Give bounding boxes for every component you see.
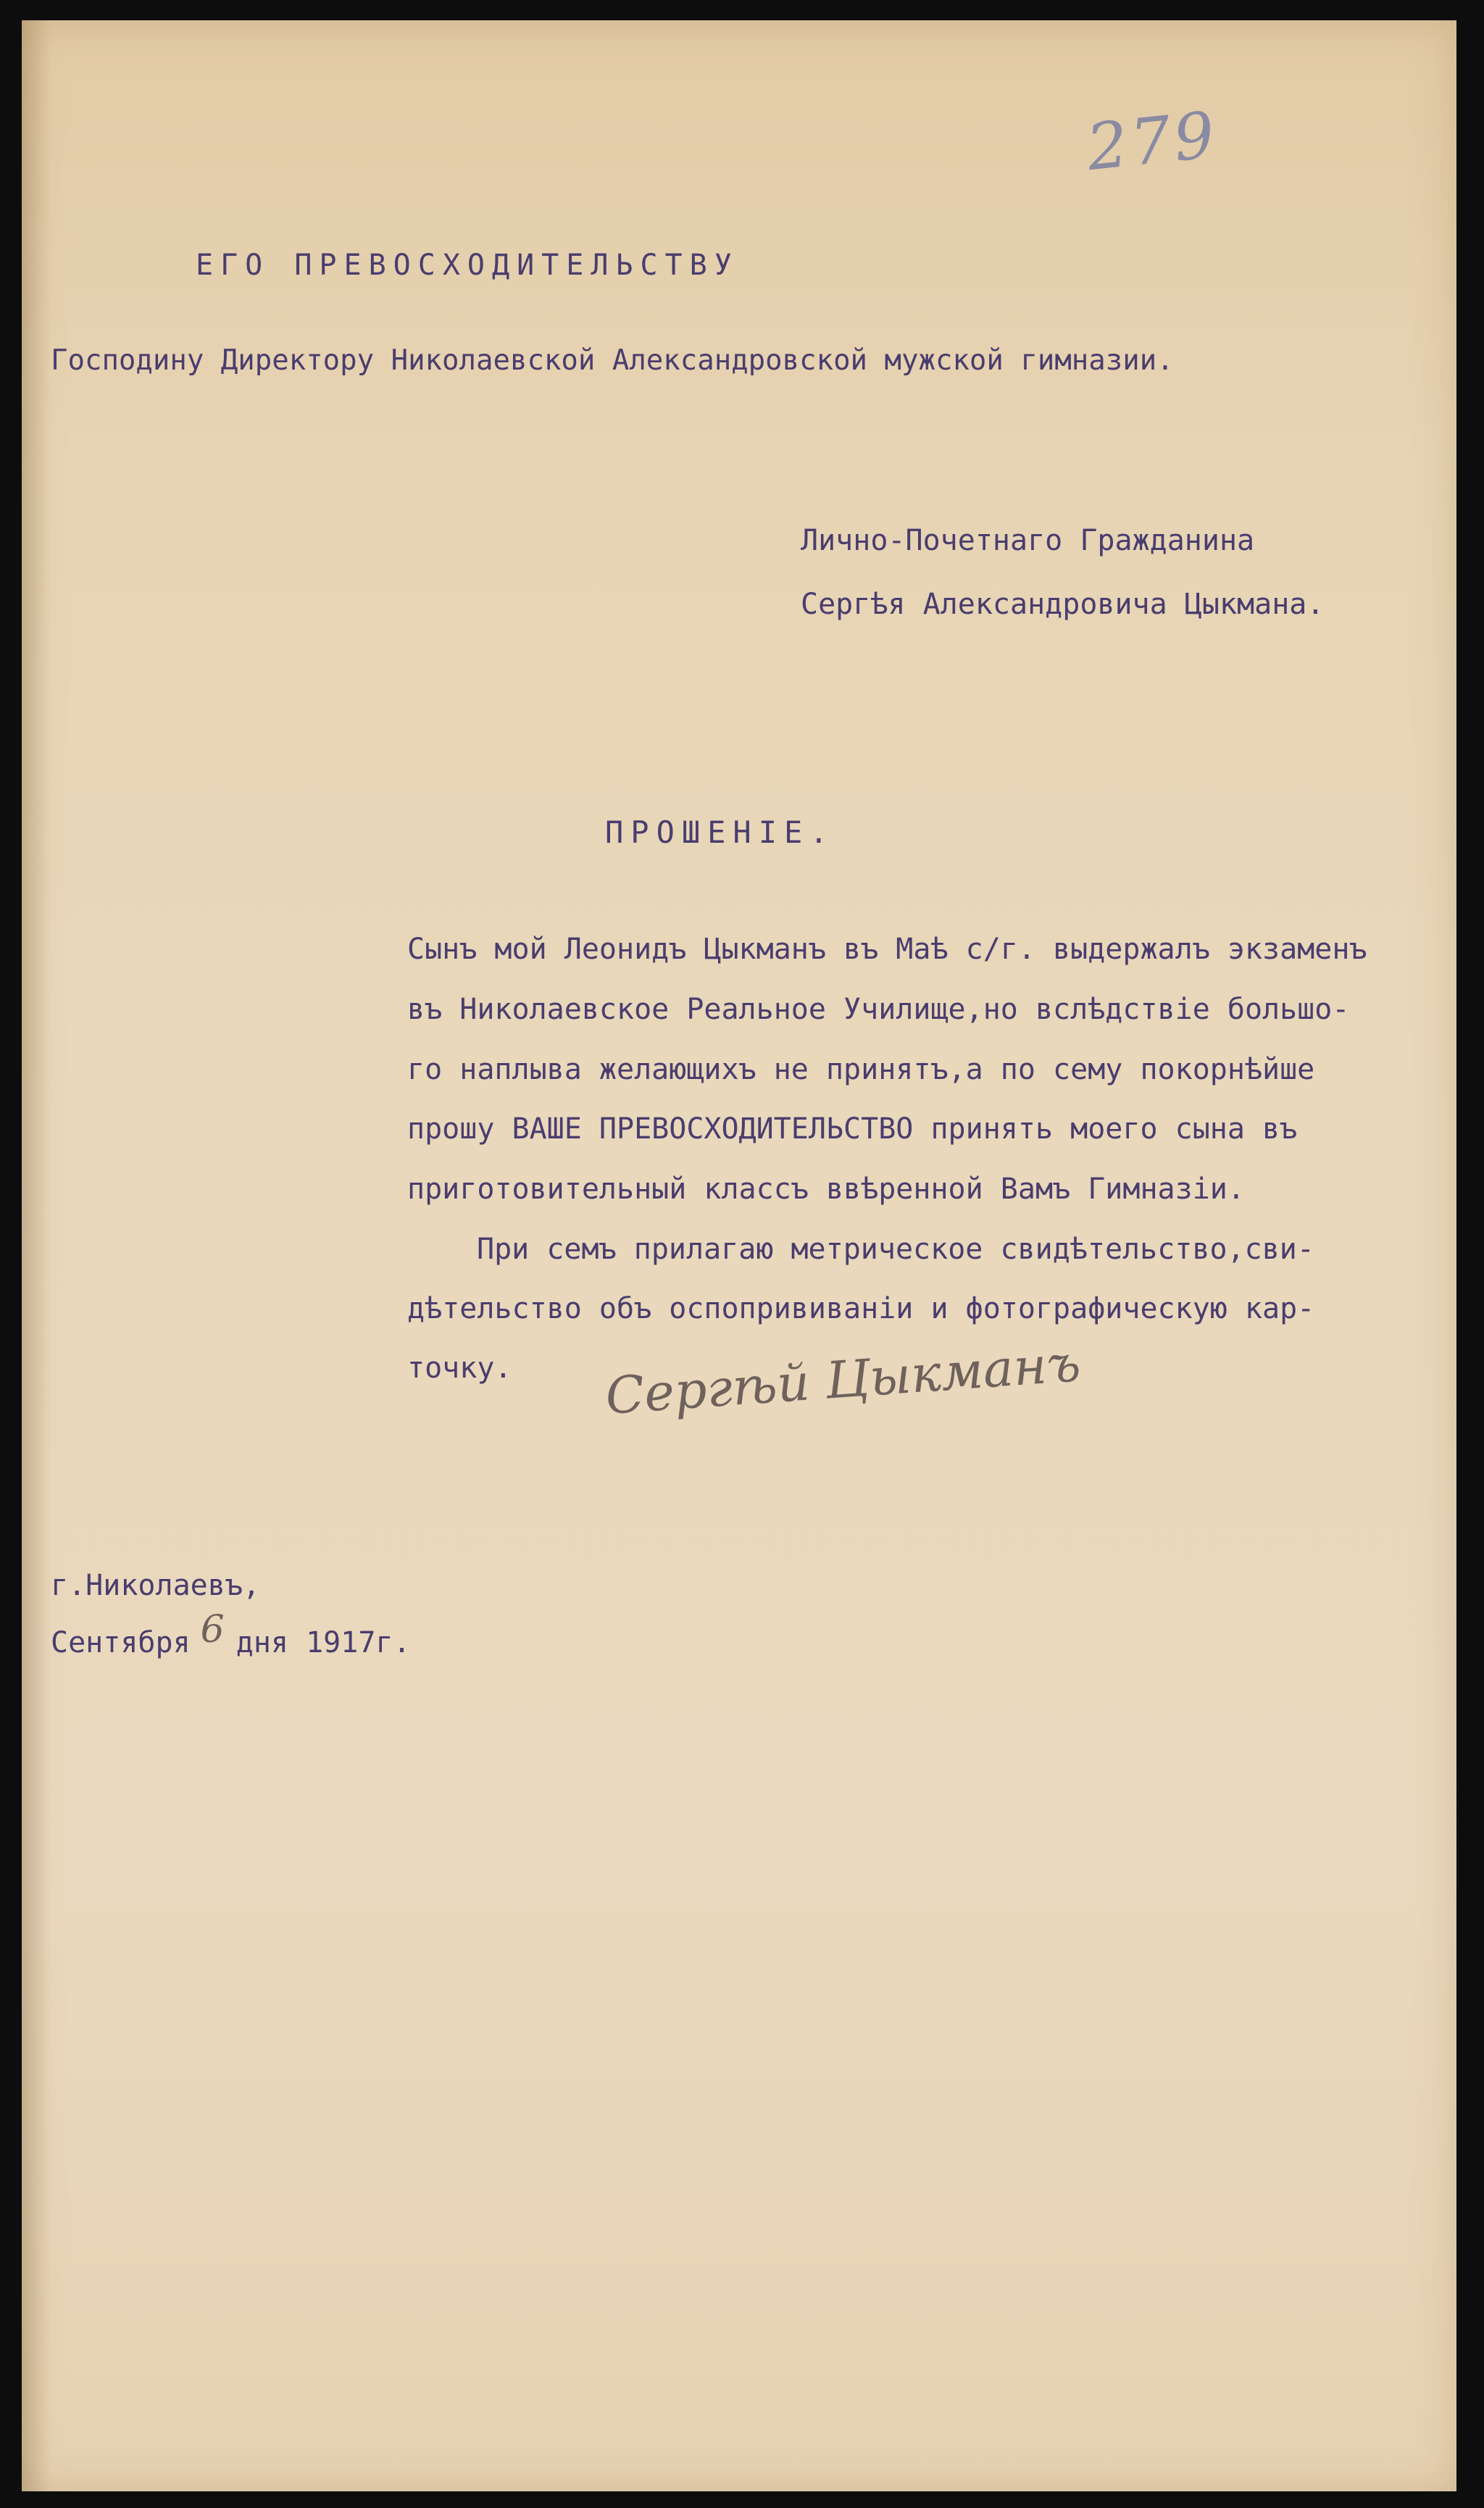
date-day-handwritten: 6 <box>200 1608 225 1651</box>
archive-page-number: 279 <box>1083 96 1221 186</box>
date-line <box>51 1608 411 1662</box>
addressee-title: ЕГО ПРЕВОСХОДИТЕЛЬСТВУ <box>196 249 739 282</box>
body-line: прошу ВАШЕ ПРЕВОСХОДИТЕЛЬСТВО принять моего сына въ <box>407 1112 1298 1146</box>
sender-line-2: Сергѣя Александровича Цыкмана. <box>801 588 1325 621</box>
handwritten-signature: Сергѣй Цыкманъ <box>603 1333 1083 1426</box>
body-line: дѣтельство объ оспопрививаніи и фотографическую кар- <box>407 1292 1315 1325</box>
date-year: дня 1917г. <box>235 1626 411 1659</box>
body-line: го наплыва желающихъ не принятъ,а по сему покорнѣйше <box>407 1053 1315 1086</box>
body-line: Сынъ мой Леонидъ Цыкманъ въ Маѣ с/г. выдержалъ экзаменъ <box>407 933 1367 966</box>
addressee-line: Господину Директору Николаевской Александровской мужской гимназии. <box>51 344 1174 377</box>
sender-line-1: Лично-Почетнаго Гражданина <box>801 524 1255 557</box>
place-line: г.Николаевъ, <box>51 1569 260 1602</box>
body-line: въ Николаевское Реальное Училище,но вслѣдствіе большо- <box>407 993 1350 1026</box>
body-line: приготовительный классъ ввѣренной Вамъ Гимназіи. <box>407 1172 1245 1206</box>
document-page <box>22 20 1456 2491</box>
date-month: Сентября <box>51 1626 191 1659</box>
body-line: точку. <box>407 1351 512 1385</box>
body-line: При семъ прилагаю метрическое свидѣтельство,сви- <box>477 1233 1314 1266</box>
document-heading: ПРОШЕНІЕ. <box>605 815 835 850</box>
